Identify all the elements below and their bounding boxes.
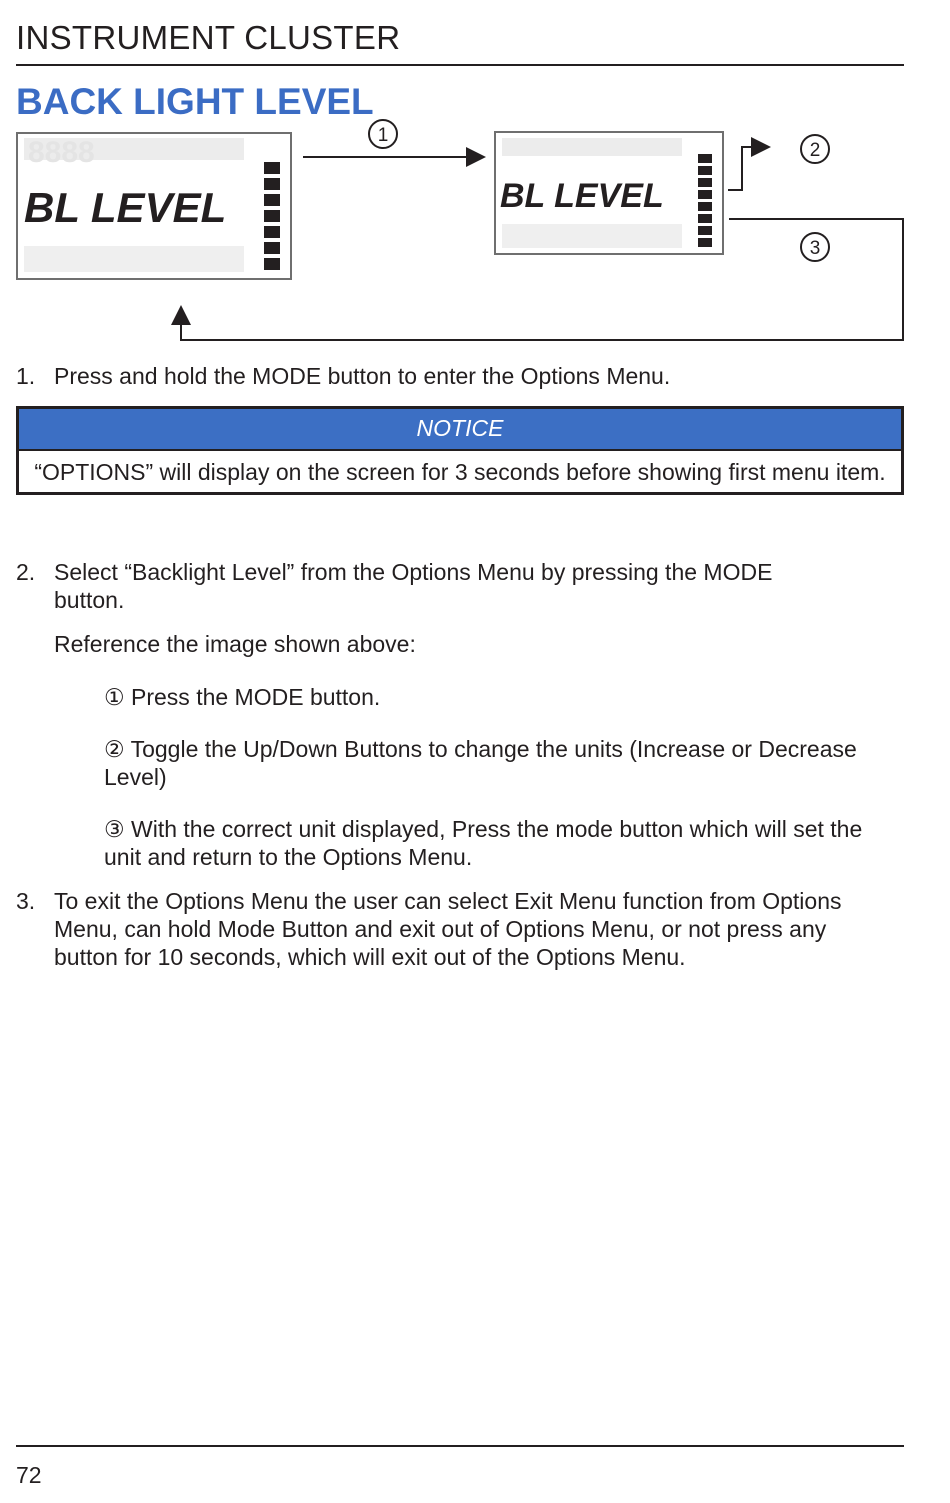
level-bar-right — [698, 214, 712, 223]
reference-item-3: ③ With the correct unit displayed, Press the mode button which will set the unit and return to the Options Menu. — [104, 816, 863, 870]
step-number: 1. — [16, 363, 36, 389]
header-title: INSTRUMENT CLUSTER — [16, 19, 401, 56]
step-1 — [16, 362, 904, 390]
step-text: To exit the Options Menu the user can select Exit Menu function from Options Menu, can hold Mode Button and exit out of Options Menu, or not press any button for 10 seconds, which will exit out of the Options Menu. — [54, 888, 842, 970]
svg-text:2: 2 — [809, 140, 821, 161]
step-2 — [16, 558, 846, 614]
lcd-display-left — [17, 133, 291, 279]
level-bar-left — [264, 194, 280, 206]
level-bar-left — [264, 162, 280, 174]
page-header — [16, 18, 904, 66]
level-bar-left — [264, 210, 280, 222]
page-number: 72 — [16, 1462, 42, 1488]
callout-1 — [369, 120, 397, 148]
level-bar-left — [264, 226, 280, 238]
reference-item-1: ① Press the MODE button. — [104, 684, 381, 710]
backlight-diagram — [10, 112, 910, 347]
level-bar-right — [698, 178, 712, 187]
level-bar-left — [264, 242, 280, 254]
notice-body: “OPTIONS” will display on the screen for 3 seconds before showing first menu item. — [34, 459, 886, 485]
level-bar-left — [264, 258, 280, 270]
level-bars-left — [264, 162, 280, 270]
lcd-text-left: BL LEVEL — [24, 184, 227, 231]
step-text: Press and hold the MODE button to enter the Options Menu. — [54, 363, 671, 389]
lcd-text-right: BL LEVEL — [500, 177, 664, 215]
notice-heading: NOTICE — [19, 409, 901, 451]
level-bar-right — [698, 190, 712, 199]
svg-text:8888: 8888 — [28, 136, 95, 169]
section-title: BACK LIGHT LEVEL — [16, 81, 374, 122]
svg-text:1: 1 — [377, 125, 389, 146]
notice-box — [16, 406, 904, 495]
level-bar-right — [698, 154, 712, 163]
step-text: Select “Backlight Level” from the Options Menu by pressing the MODE button. — [54, 559, 773, 613]
step-number: 3. — [16, 888, 36, 914]
level-bar-right — [698, 202, 712, 211]
step-number: 2. — [16, 559, 36, 585]
callout-2 — [801, 135, 829, 163]
footer-rule — [16, 1445, 904, 1447]
level-bar-left — [264, 178, 280, 190]
lcd-display-right — [495, 132, 723, 254]
svg-text:3: 3 — [809, 238, 821, 259]
step-3 — [16, 887, 876, 971]
level-bar-right — [698, 238, 712, 247]
level-bar-right — [698, 226, 712, 235]
reference-intro: Reference the image shown above: — [54, 631, 416, 657]
arrow-2 — [728, 147, 767, 190]
reference-item-2: ② Toggle the Up/Down Buttons to change the units (Increase or Decrease Level) — [104, 736, 857, 790]
callout-3 — [801, 233, 829, 261]
level-bar-right — [698, 166, 712, 175]
